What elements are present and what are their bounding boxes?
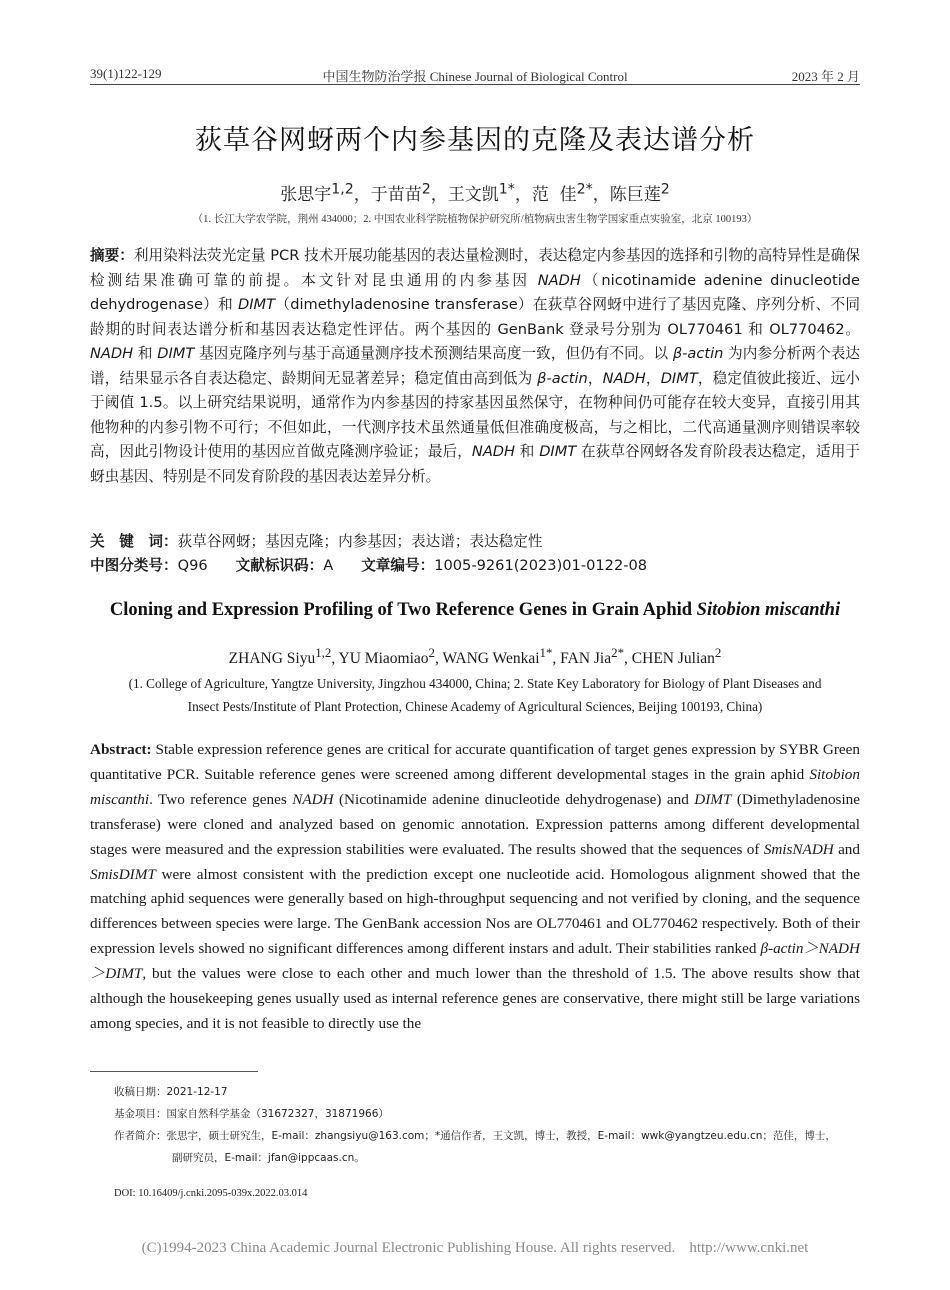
classification-line	[90, 554, 860, 578]
english-title	[60, 600, 890, 621]
copyright-url[interactable]: http://www.cnki.net	[689, 1240, 809, 1256]
gene-name: DIMT	[660, 369, 698, 387]
footnote-received	[114, 1082, 860, 1102]
gene-name: β-actin	[537, 369, 588, 387]
author-info-value: 副研究员，E-mail：jfan@ippcaas.cn。	[172, 1152, 365, 1164]
author-info-value: 张思宇，硕士研究生，E-mail：zhangsiyu@163.com；*通信作者，王文凯，博士，教授，E-mail：wwk@yangtzeu.edu.cn；范佳，博士，	[166, 1130, 836, 1142]
author-affiliation-mark: 2	[421, 181, 431, 198]
author-name: ZHANG Siyu	[228, 650, 316, 668]
doc-code-label: 文献标识码：	[235, 557, 324, 574]
gene-name: SmisNADH	[763, 840, 834, 858]
abstract-text: . Two reference genes	[149, 790, 293, 808]
abstract-text: （dimethyladenosine transferase）在荻草谷网蚜中进行了基因克隆、序列分析、不同龄期的时间表达谱分析和基因表达稳定性评估。两个基因的 GenBank 登录号分别为 OL770461 和 OL770462。	[90, 296, 860, 338]
author-affiliation-mark: 2	[660, 181, 670, 198]
author-name: 于苗苗	[370, 185, 422, 205]
abstract-text: 基因克隆序列与基于高通量测序技术预测结果高度一致，但仍有不同。以	[194, 345, 673, 362]
author-name: FAN Jia	[560, 650, 612, 668]
abstract-text: ，稳定值彼此接近、远小于阈值 1.5。以上研究结果说明，通常作为内参基因的持家基因虽然保守，在物种间仍可能存在较大变异，直接引用其他物种的内参引物不可行；不但如此，一代测序技术虽然通量低但准确度极高，与之相比，二代高通量测序则错误率较高，因此引物设计使用的基因应首做克隆测序验证；最后，	[90, 369, 860, 460]
stability-ranking: β-actin＞NADH＞DIMT	[90, 940, 860, 983]
abstract-text: (Dimethyladenosine transferase) were cloned and analyzed based on genomic annotation. Expression patterns among different developmental stages were measured and the expression stabilities were evaluated. The results showed that the sequences of	[90, 790, 861, 858]
species-name: Sitobion miscanthi	[90, 765, 860, 808]
author-name: 范 佳	[531, 185, 577, 205]
abstract-label: Abstract:	[90, 741, 152, 758]
footnote-author-cont	[114, 1148, 860, 1168]
author-separator: ,	[434, 650, 443, 668]
keywords-label: 关 键 词：	[90, 533, 178, 550]
gene-name: DIMT	[694, 790, 732, 808]
gene-name: NADH	[471, 443, 516, 460]
english-abstract	[90, 738, 860, 1037]
abstract-text: were almost consistent with the prediction except one nucleotide acid. Homologous alignment showed that the matching aphid sequences were generally based on high-throughput sequencing and not verified by cloning, and the sequence differences between species were large. The GenBank accession Nos are OL770461 and OL770462 respectively. Both of their expression levels showed no significant differences among different instars and adult. Their stabilities ranked	[90, 865, 860, 958]
species-name: Sitobion miscanthi	[696, 600, 841, 620]
received-label: 收稿日期：	[114, 1086, 167, 1098]
author-affiliation-mark: 1*	[498, 181, 515, 198]
author-separator: ，	[353, 185, 371, 205]
abstract-text: 利用染料法荧光定量 PCR 技术开展功能基因的表达量检测时，表达稳定内参基因的选择和引物的高特异性是确保检测结果准确可靠的前提。本文针对昆虫通用的内参基因	[90, 247, 860, 289]
author-info-label: 作者简介：	[114, 1130, 167, 1142]
footnote-fund	[114, 1104, 860, 1124]
english-affiliations	[90, 672, 860, 718]
header-volume-pages: 39(1)122-129	[90, 66, 162, 81]
gene-name: NADH	[537, 271, 581, 289]
chinese-abstract	[90, 244, 860, 489]
cnki-copyright-watermark	[8, 1240, 942, 1257]
header-date: 2023 年 2 月	[791, 69, 860, 84]
clc-label: 中图分类号：	[90, 557, 178, 574]
author-separator: ，	[592, 185, 610, 205]
affiliation-line: Insect Pests/Institute of Plant Protection, Chinese Academy of Agricultural Sciences, Beijing 100193, China)	[187, 699, 763, 714]
abstract-text: 在荻草谷网蚜各发育阶段表达稳定，适用于蚜虫基因、特别是不同发育阶段的基因表达差异分析。	[90, 443, 860, 485]
abstract-text: , but the values were close to each other and much lower than the threshold of 1.5. The above results show that although the housekeeping genes usually used as internal reference genes are conservative, there might still be large variations among species, and it is not feasible to directly use the	[90, 965, 860, 1032]
abstract-label: 摘要：	[90, 247, 134, 264]
author-separator: ,	[552, 650, 561, 668]
gene-name: NADH	[292, 790, 334, 808]
footnote-author	[114, 1126, 860, 1146]
article-number-label: 文章编号：	[361, 557, 435, 574]
running-header	[90, 62, 860, 85]
author-name: WANG Wenkai	[442, 650, 540, 668]
fund-value: 国家自然科学基金（31672327，31871966）	[166, 1108, 389, 1120]
author-affiliation-mark: 1,2	[315, 645, 332, 660]
abstract-text: 和	[133, 345, 158, 362]
clc-value: Q96	[177, 557, 208, 574]
author-affiliation-mark: 1*	[539, 645, 553, 660]
author-name: 张思宇	[280, 185, 332, 205]
affiliation-line: (1. College of Agriculture, Yangtze University, Jingzhou 434000, China; 2. State Key Laboratory for Biology of Plant Diseases and	[128, 676, 822, 691]
abstract-text: 为内参分析两个表达谱，结果显示各自表达稳定、龄期间无显著差异；稳定值由高到低为	[90, 345, 861, 387]
abstract-text: Stable expression reference genes are critical for accurate quantification of target genes expression by SYBR Green quantitative PCR. Suitable reference genes were screened among different developmental stages in the grain aphid	[90, 741, 860, 783]
gene-name: β-actin	[672, 345, 724, 362]
keywords-text: 荻草谷网蚜；基因克隆；内参基因；表达谱；表达稳定性	[177, 533, 543, 550]
received-value: 2021-12-17	[166, 1086, 228, 1098]
author-name: CHEN Julian	[631, 650, 715, 668]
footnote-divider	[90, 1071, 258, 1072]
author-affiliation-mark: 2	[428, 645, 435, 660]
abstract-text: ，	[645, 369, 661, 387]
author-separator: ,	[624, 650, 632, 668]
fund-label: 基金项目：	[114, 1108, 167, 1120]
gene-name: SmisDIMT	[90, 865, 156, 883]
english-title-text: Cloning and Expression Profiling of Two Reference Genes in Grain Aphid	[109, 600, 697, 620]
abstract-text: and	[833, 840, 860, 858]
gene-name: NADH	[90, 345, 134, 362]
author-affiliation-mark: 2*	[611, 645, 625, 660]
copyright-text: (C)1994-2023 China Academic Journal Electronic Publishing House. All rights reserved.	[141, 1240, 676, 1256]
abstract-text: ，	[587, 369, 603, 387]
abstract-text: 和	[515, 443, 540, 460]
chinese-authors	[90, 180, 860, 205]
author-name: 王文凯	[447, 185, 499, 205]
author-name: 陈巨莲	[609, 185, 661, 205]
author-affiliation-mark: 2	[714, 645, 722, 660]
author-separator: ，	[430, 185, 448, 205]
gene-name: DIMT	[157, 345, 195, 362]
author-separator: ，	[514, 185, 532, 205]
keywords	[90, 530, 860, 554]
gene-name: DIMT	[238, 296, 276, 313]
abstract-text: （nicotinamide adenine dinucleotide dehydrogenase）和	[90, 271, 860, 313]
article-number-value: 1005-9261(2023)01-0122-08	[434, 557, 648, 574]
author-separator: ,	[331, 650, 339, 668]
english-authors	[90, 645, 860, 668]
doi: DOI: 10.16409/j.cnki.2095-039x.2022.03.014	[114, 1188, 308, 1199]
header-journal-name: 中国生物防治学报 Chinese Journal of Biological Control	[322, 69, 628, 84]
gene-name: NADH	[602, 369, 646, 387]
chinese-title: 荻草谷网蚜两个内参基因的克隆及表达谱分析	[195, 125, 755, 156]
author-name: YU Miaomiao	[338, 650, 429, 668]
author-affiliation-mark: 2*	[576, 181, 593, 198]
author-affiliation-mark: 1,2	[331, 181, 354, 198]
abstract-text: (Nicotinamide adenine dinucleotide dehydrogenase) and	[333, 790, 695, 808]
doc-code-value: A	[323, 557, 334, 574]
chinese-affiliations: （1. 长江大学农学院，荆州 434000；2. 中国农业科学院植物保护研究所/植物病虫害生物学国家重点实验室，北京 100193）	[192, 214, 758, 225]
gene-name: DIMT	[539, 443, 577, 460]
